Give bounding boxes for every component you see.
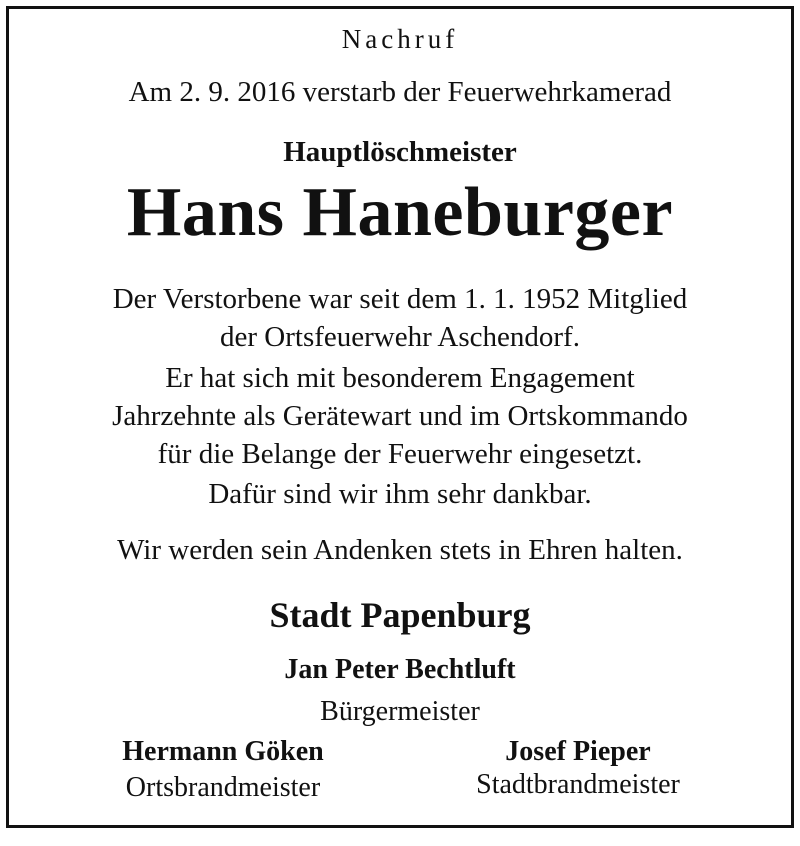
body-line: Jahrzehnte als Gerätewart und im Ortskommando [112,400,688,432]
mayor-name: Jan Peter Bechtluft [284,654,516,685]
right-signatory-role: Stadtbrandmeister [476,769,680,800]
body-line: der Ortsfeuerwehr Aschendorf. [220,321,580,353]
left-signatory-role: Ortsbrandmeister [125,772,321,803]
deceased-name: Hans Haneburger [126,174,674,251]
closing-line: Wir werden sein Andenken stets in Ehren halten. [117,534,683,566]
organization-name: Stadt Papenburg [269,595,531,635]
body-line: für die Belange der Feuerwehr eingesetzt. [157,438,643,470]
body-line: Dafür sind wir ihm sehr dankbar. [208,478,592,510]
left-signatory-name: Hermann Göken [122,736,324,767]
body-line: Er hat sich mit besonderem Engagement [165,362,635,394]
death-announcement: Am 2. 9. 2016 verstarb der Feuerwehrkamerad [128,76,672,108]
right-signatory-name: Josef Pieper [505,736,651,767]
body-line: Der Verstorbene war seit dem 1. 1. 1952 Mitglied [112,283,688,315]
notice-heading: Nachruf [341,24,459,54]
deceased-rank: Hauptlöschmeister [283,136,517,168]
mayor-role: Bürgermeister [320,696,480,727]
